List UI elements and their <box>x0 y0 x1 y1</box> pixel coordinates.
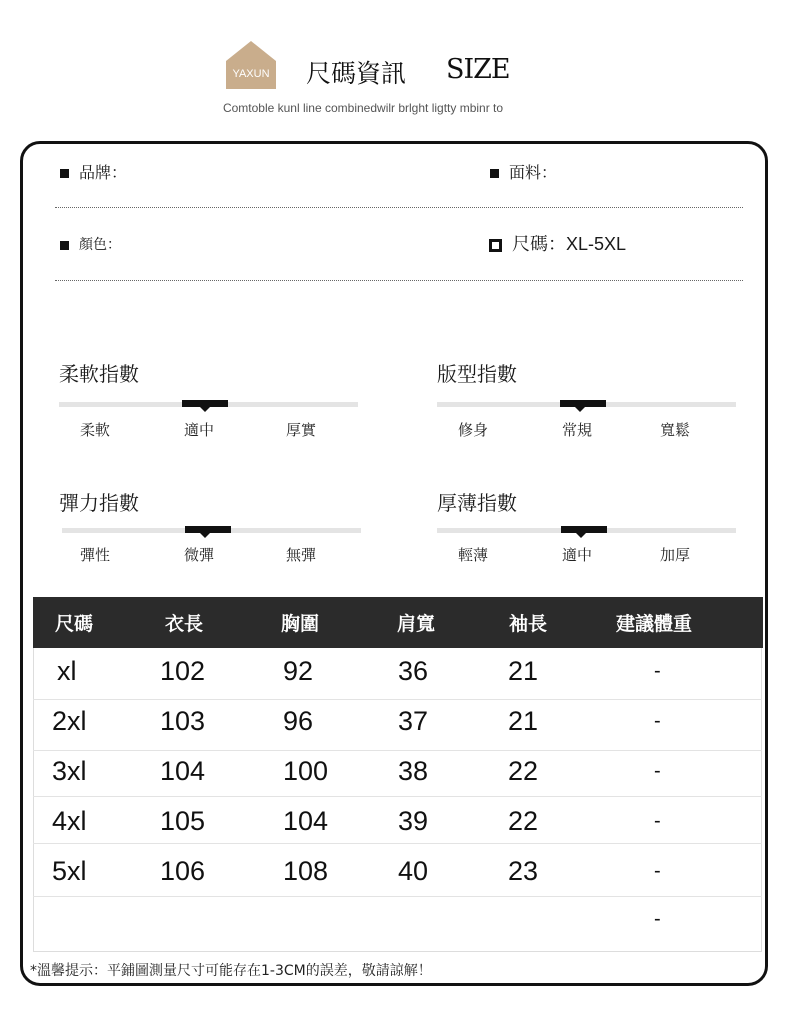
table-cell: 92 <box>283 656 314 686</box>
thickness-tick-medium: 適中 <box>562 546 593 564</box>
thickness-marker <box>561 526 607 533</box>
table-cell: 102 <box>160 656 206 686</box>
table-cell: 96 <box>283 706 314 736</box>
table-cell: - <box>654 710 661 732</box>
marker-pointer-icon <box>200 407 210 412</box>
header-chest: 胸圍 <box>281 613 320 635</box>
bullet-square-icon <box>60 241 69 250</box>
table-cell: 22 <box>508 756 539 786</box>
table-cell: 106 <box>160 856 206 886</box>
size-range-label: 尺碼：XL-5XL <box>512 234 627 254</box>
fit-index-title: 版型指數 <box>437 362 517 386</box>
softness-tick-medium: 適中 <box>184 421 215 439</box>
measurement-note: *溫馨提示：平鋪圖測量尺寸可能存在1-3CM的誤差，敬請諒解！ <box>30 963 432 979</box>
table-cell: 104 <box>160 756 206 786</box>
bullet-square-icon <box>490 169 499 178</box>
fabric-field <box>490 160 557 183</box>
header-length: 衣長 <box>165 613 204 635</box>
table-cell: 103 <box>160 706 206 736</box>
softness-tick-soft: 柔軟 <box>80 421 111 439</box>
marker-pointer-icon <box>200 533 210 538</box>
fit-marker <box>560 400 606 407</box>
softness-index-title: 柔軟指數 <box>59 362 139 386</box>
fit-tick-loose: 寬鬆 <box>660 421 691 439</box>
row-divider <box>33 796 762 797</box>
header-size: 尺碼 <box>55 613 94 635</box>
table-cell: 5xl <box>52 856 87 886</box>
table-cell: 22 <box>508 806 539 836</box>
softness-tick-thick: 厚實 <box>286 421 317 439</box>
thickness-tick-thin: 輕薄 <box>458 546 489 564</box>
elasticity-tick-slight: 微彈 <box>184 546 215 564</box>
row-divider <box>33 843 762 844</box>
bullet-open-square-icon <box>489 239 502 252</box>
thickness-tick-thick: 加厚 <box>660 546 691 564</box>
page-subtitle: Comtoble kunl line combinedwilr brlght ligtty mbinr to <box>222 101 504 115</box>
table-cell: 40 <box>398 856 429 886</box>
table-cell: - <box>654 860 661 882</box>
page-title-en: SIZE <box>446 54 510 85</box>
color-field <box>60 234 121 254</box>
table-cell: 37 <box>398 706 429 736</box>
brand-logo-text: YAXUN <box>232 68 270 80</box>
table-cell: 21 <box>508 656 539 686</box>
brand-field <box>60 160 127 183</box>
divider <box>55 280 743 281</box>
table-cell: - <box>654 660 661 682</box>
elasticity-index-title: 彈力指數 <box>59 491 139 515</box>
table-cell: 21 <box>508 706 539 736</box>
table-cell: 108 <box>283 856 329 886</box>
elasticity-marker <box>185 526 231 533</box>
elasticity-tick-none: 無彈 <box>286 546 317 564</box>
page-title: 尺碼資訊 <box>306 59 407 88</box>
fit-tick-slim: 修身 <box>458 421 489 439</box>
marker-pointer-icon <box>575 407 585 412</box>
header-weight: 建議體重 <box>616 613 693 635</box>
size-range-field <box>489 230 626 256</box>
bullet-square-icon <box>60 169 69 178</box>
color-label: 顏色： <box>79 237 121 253</box>
table-cell: 38 <box>398 756 429 786</box>
table-cell: xl <box>57 656 77 686</box>
marker-pointer-icon <box>576 533 586 538</box>
fit-tick-regular: 常規 <box>562 421 593 439</box>
fabric-label: 面料： <box>509 163 558 182</box>
table-cell: - <box>654 760 661 782</box>
softness-marker <box>182 400 228 407</box>
table-cell: 2xl <box>52 706 87 736</box>
row-divider <box>33 699 762 700</box>
table-cell: 100 <box>283 756 329 786</box>
elasticity-tick-elastic: 彈性 <box>80 546 111 564</box>
header-shoulder: 肩寬 <box>397 613 436 635</box>
table-cell: 36 <box>398 656 429 686</box>
table-cell: - <box>654 810 661 832</box>
row-divider <box>33 896 762 897</box>
table-cell: 39 <box>398 806 429 836</box>
table-cell: 3xl <box>52 756 87 786</box>
table-cell: 4xl <box>52 806 87 836</box>
header-sleeve: 袖長 <box>509 613 548 635</box>
table-cell: 105 <box>160 806 206 836</box>
brand-logo <box>226 41 276 89</box>
size-table-body <box>33 648 762 952</box>
table-cell: 23 <box>508 856 539 886</box>
table-cell: - <box>654 908 661 930</box>
table-cell: 104 <box>283 806 329 836</box>
divider <box>55 207 743 208</box>
row-divider <box>33 750 762 751</box>
thickness-index-title: 厚薄指數 <box>437 491 517 515</box>
brand-label: 品牌： <box>79 163 128 182</box>
